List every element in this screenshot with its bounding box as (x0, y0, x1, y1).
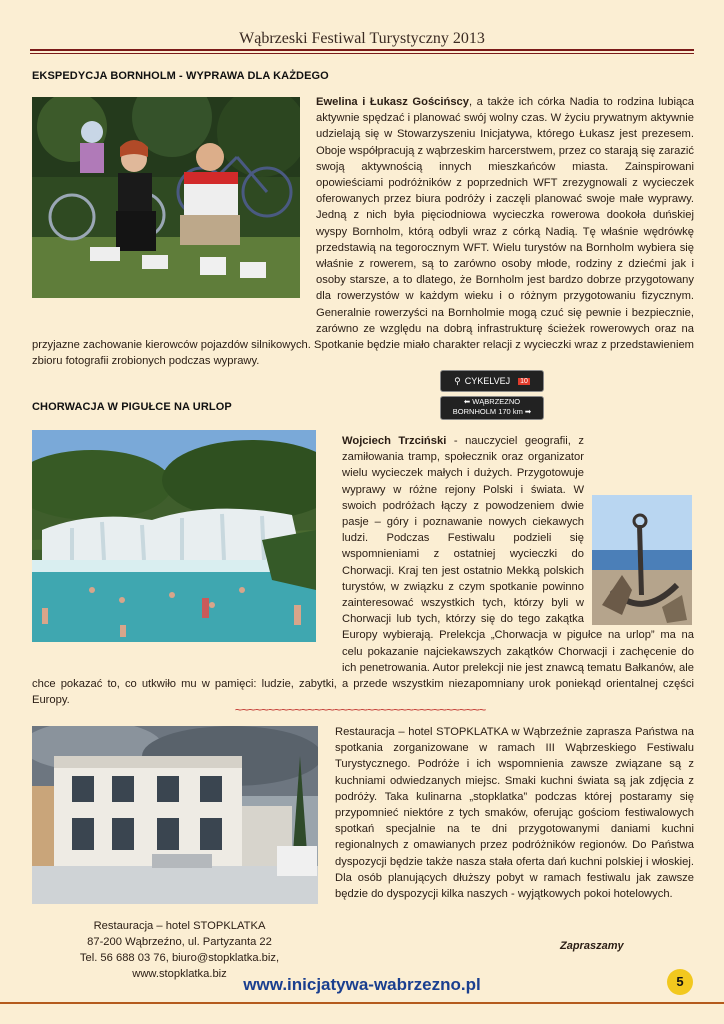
section1-body (32, 94, 694, 369)
contact-details: Tel. 56 688 03 76, biuro@stopklatka.biz, www.stopklatka.biz (79, 952, 280, 980)
sign-route-number: 10 (520, 377, 528, 385)
header-rule-thin (30, 53, 694, 54)
section1-lead: Ewelina i Łukasz Gościńscy (316, 96, 469, 108)
sign-top (440, 370, 544, 392)
header-rule (30, 49, 694, 51)
section2-lead: Wojciech Trzciński (342, 435, 447, 447)
cycle-route-sign (440, 370, 544, 420)
contact-address: 87-200 Wąbrzeźno, ul. Partyzanta 22 (87, 936, 272, 948)
invite-text: Zapraszamy (560, 940, 624, 952)
footer-rule (0, 1002, 724, 1004)
sign-bottom (440, 396, 544, 420)
sign-top-label: CYKELVEJ (464, 376, 511, 386)
hotel-photo (32, 726, 318, 904)
section2-body (32, 433, 694, 708)
arrow-left-icon: ⬅ (463, 397, 473, 406)
section1-text: , a także ich córka Nadia to rodzina lubiąca aktywnie spędzać i planować swój wolny czas. W życiu prywatnym aktywnie udzielają się w Stowarzyszeniu Inicjatywa, którego Łukasz jest prezesem. Oboje współpracują z wąbrzeskim harcerstwem, przez co starają się zarazić swoją aktywnością innych mieszkańców miasta. Zainspirowani opowieściami podróżników z poprzednich WFT zrezygnowali z wycieczek oferowanych przez biura podróży i zaczęli planować swoje małe wyprawy. Jedną z nich była pięciodniowa wycieczka rowerowa dookoła duńskiej wyspy Bornholm, którą odbyli wraz z córką Nadią. Tę właśnie wędrówkę przedstawią na tegorocznym WFT. Wielu turystów na Bornholm wybiera się właśnie z rowerem, są to zarówno osoby młode, rodziny z dziećmi jak i osoby starsze, a to dlatego, że Bornholm jest bardzo dobrze przygotowany dla rowerzystów w każdym wieku i o różnym przygotowaniu fizycznym. Generalnie rowerzyści na Bornholmie mogą czuć się pewnie i bezpiecznie, zarówno ze względu na dobrą infrastrukturę ścieżek rowerowych oraz na przyjazne zachowanie kierowców pojazdów silnikowych. Spotkanie będzie miało charakter relacji z wycieczki wraz z przedstawieniem zbioru fotografii zrobionych podczas wyprawy. (32, 96, 694, 368)
bicycle-icon: ⚲ (454, 375, 461, 386)
section1-heading: EKSPEDYCJA BORNHOLM - WYPRAWA DLA KAŻDEGO (32, 70, 329, 82)
arrow-right-icon: ➡ (522, 407, 532, 416)
section-divider: ~~~~~~~~~~~~~~~~~~~~~~~~~~~~~~~~~~~~~~ (234, 702, 486, 717)
section3-body: Restauracja – hotel STOPKLATKA w Wąbrzeźnie zaprasza Państwa na spotkania zorganizowane w ramach III Wąbrzeskiego Festiwalu Turystycznego. Podróże i ich wspomnienia zawsze związane są z kuchniami odwiedzanych miejsc. Smaki kuchni świata są jak zdjęcia z podróży. Taka kulinarna „stopklatka” podczas której postaramy się przypomnieć niektóre z tych smaków, oferując gościom festiwalowych spotkań specjalnie na te dni przygotowanymi daniami kuchni regionalnych z omawianych przez podróżników regionów. Do Państwa dyspozycji będzie także nasza stała oferta dań kuchni polskiej i włoskiej. Dla osób planujących dłuższy pobyt w ramach festiwalu jak zawsze będzie do dyspozycji kilka naszych - wyjątkowych pokoi hotelowych. (335, 726, 694, 901)
sign-line2-text: BORNHOLM 170 km (452, 407, 523, 416)
contact-name: Restauracja – hotel STOPKLATKA (93, 920, 266, 932)
header-title: Wąbrzeski Festiwal Turystyczny 2013 (239, 30, 485, 47)
page-number: 5 (667, 969, 693, 995)
sign-line1 (441, 397, 543, 407)
section2-text: - nauczyciel geografii, z zamiłowania tramp, społecznik oraz organizator wielu wycieczek małych i dużych. Przygotowuje wyprawy w różne rejony Polski i świata. W swoich podróżach łączy z powodzeniem dwie pasje – góry i poznawanie nowych ciekawych ludzi. Podczas Festiwalu podzieli się wspomnieniami z ostatniej wycieczki do Chorwacji. Kraj ten jest ostatnio Mekką polskich turystów, w związku z czym spotkanie powinno zainteresować wszystkich tych, którzy byli w Chorwacji lub tych, którzy się do tego zakątka Europy wybierają. Prelekcja „Chorwacja w pigułce na urlop” ma na celu pokazanie najciekawszych zakątków Chorwacji i zachęcenie do ich penetrowania. Autor prelekcji nie jest znawcą tematu Bałkanów, ale chce pokazać to, co utkwiło mu w pamięci: ludzie, zabytki, a przede wszystkim niezapomniany urok poniekąd orientalnej części Europy. (32, 435, 694, 707)
section2-heading: CHORWACJA W PIGUŁCE NA URLOP (32, 401, 232, 413)
sign-line2 (441, 407, 543, 417)
hotel-contact (32, 918, 327, 982)
website-link[interactable]: www.inicjatywa-wabrzezno.pl (243, 975, 481, 994)
sign-line1-text: WĄBRZEZNO (472, 397, 521, 406)
